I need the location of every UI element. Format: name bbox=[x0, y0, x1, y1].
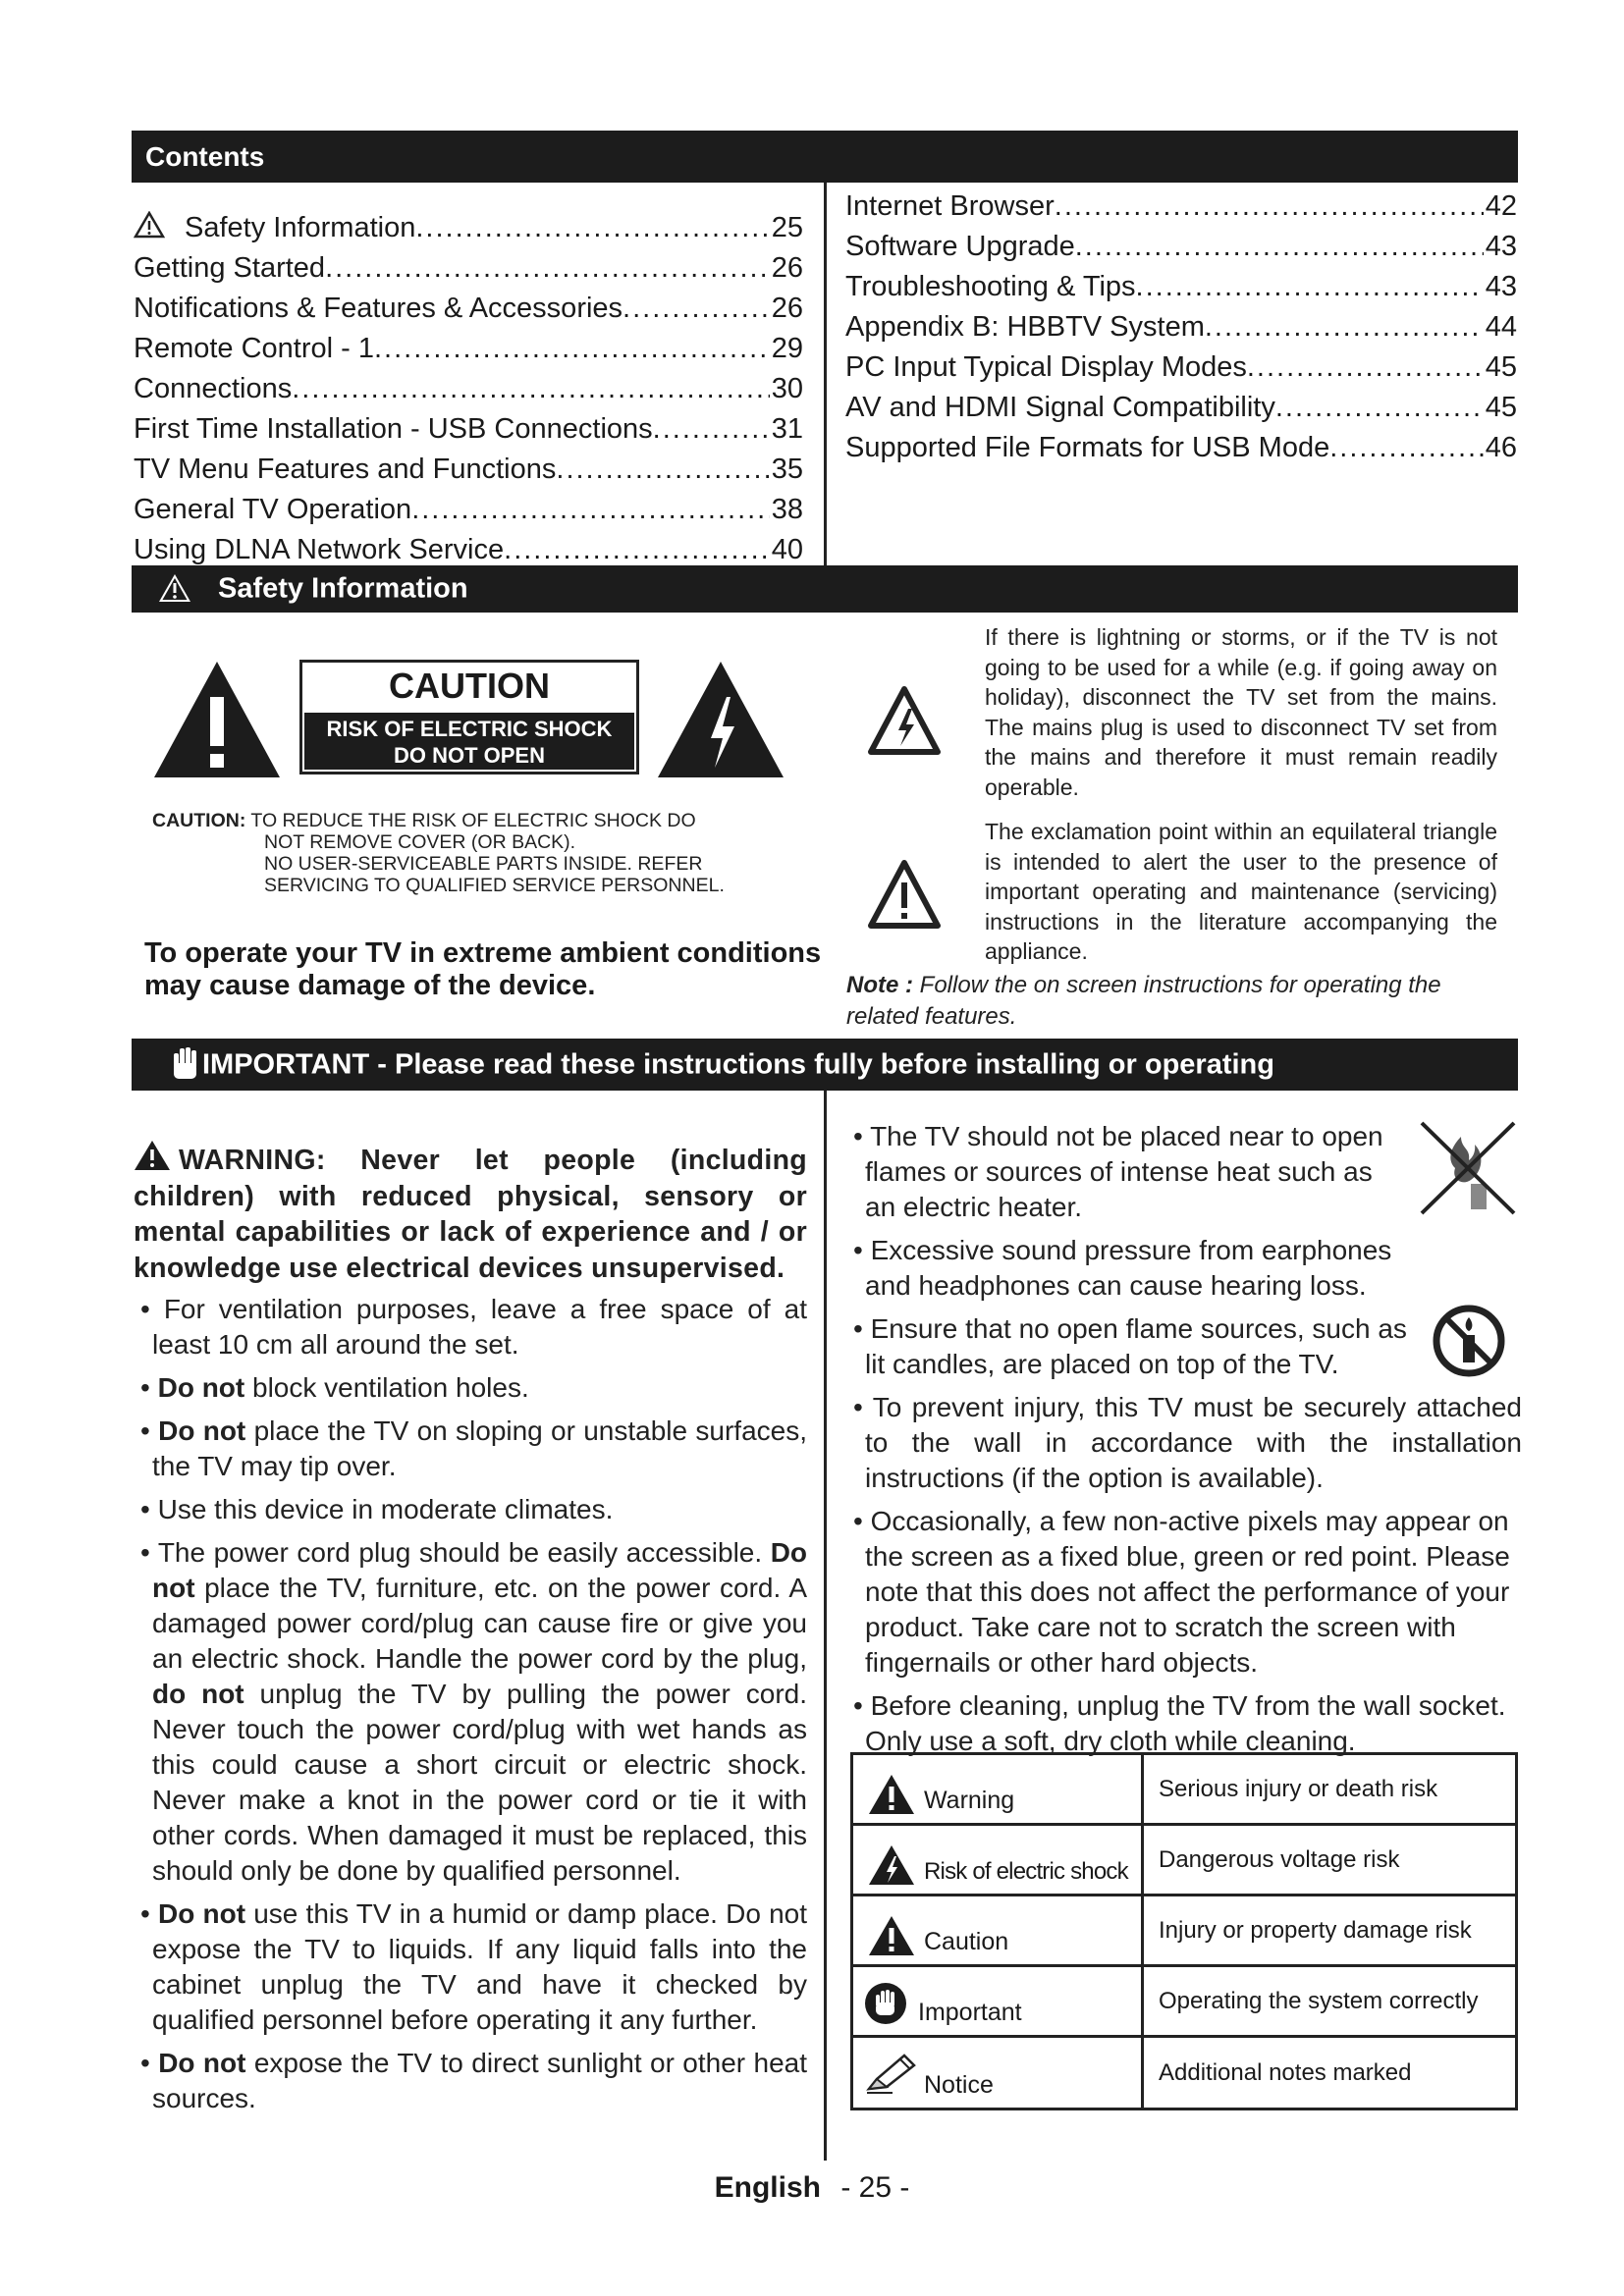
toc-entry[interactable] bbox=[845, 267, 1517, 307]
legend-row bbox=[853, 1967, 1515, 2038]
toc-label: Getting Started bbox=[134, 252, 326, 284]
list-item: • Before cleaning, unplug the TV from the wall socket. Only use a soft, dry cloth while cleaning. bbox=[853, 1690, 1506, 1756]
item-text: For ventilation purposes, leave a free space of at least 10 cm all around the set. bbox=[152, 1294, 807, 1360]
no-open-flame-icon bbox=[1416, 1119, 1518, 1217]
item-text: use this TV in a humid or damp place. Do not expose the TV to liquids. If any liquid falls into the cabinet unplug the TV and have it checked by qualified personnel before operating it any further. bbox=[152, 1898, 808, 2035]
caution-prefix: CAUTION: bbox=[152, 810, 246, 831]
toc-entry[interactable] bbox=[845, 187, 1517, 227]
item-text: block ventilation holes. bbox=[252, 1372, 529, 1403]
page-footer bbox=[0, 2171, 1624, 2205]
toc-entry[interactable] bbox=[845, 428, 1517, 468]
lightning-text: If there is lightning or storms, or if the TV is not going to be used for a while (e.g. if going away on holiday), disconnect the TV set from the mains. The mains plug is used to disconnect TV set from the mains and therefore it must remain readily operable. bbox=[985, 624, 1497, 800]
no-candle-icon bbox=[1432, 1304, 1506, 1378]
toc-label: Troubleshooting & Tips bbox=[845, 271, 1136, 302]
legend-row bbox=[853, 1826, 1515, 1896]
item-text: place the TV, furniture, etc. on the power cord. A damaged power cord/plug can cause fire or give you an electric shock. Handle the power cord by the plug, bbox=[152, 1573, 807, 1674]
toc-label: Remote Control - 1 bbox=[134, 333, 374, 364]
legend-meaning: Additional notes marked bbox=[1159, 2058, 1412, 2086]
toc-label: Supported File Formats for USB Mode bbox=[845, 432, 1330, 463]
toc-entry[interactable] bbox=[845, 227, 1517, 267]
item-bold: Do not bbox=[158, 1415, 246, 1446]
list-item: • Ensure that no open flame sources, such as lit candles, are placed on top of the TV. bbox=[853, 1313, 1407, 1379]
item-bold: Do not bbox=[152, 1537, 808, 1603]
caution-line: SERVICING TO QUALIFIED SERVICE PERSONNEL. bbox=[264, 875, 725, 896]
toc-entry[interactable] bbox=[134, 450, 803, 490]
legend-meaning: Serious injury or death risk bbox=[1159, 1775, 1438, 1802]
risk-of-shock-label bbox=[304, 713, 634, 770]
legend-meaning: Operating the system correctly bbox=[1159, 1987, 1479, 2014]
exclamation-warning-icon bbox=[867, 859, 942, 930]
hand-stop-icon bbox=[171, 1045, 200, 1081]
toc-entry[interactable] bbox=[134, 409, 803, 450]
item-text: Use this device in moderate climates. bbox=[157, 1494, 614, 1524]
lightning-warning-icon bbox=[867, 685, 942, 756]
toc-page: 40 bbox=[771, 534, 803, 565]
item-bold: do not bbox=[152, 1679, 244, 1709]
page-number: - 25 - bbox=[840, 2171, 910, 2204]
caution-title: CAUTION bbox=[389, 666, 550, 706]
legend-label: Warning bbox=[924, 1787, 1015, 1814]
toc-page: 26 bbox=[771, 293, 803, 324]
list-item: • Do not expose the TV to direct sunlight or other heat sources. bbox=[140, 2048, 807, 2113]
risk-line-1: RISK OF ELECTRIC SHOCK bbox=[326, 717, 613, 741]
warning-outline-icon bbox=[134, 211, 165, 239]
legend-symbol-cell bbox=[853, 1826, 1144, 1894]
caution-label-box bbox=[299, 660, 639, 774]
legend-label: Important bbox=[918, 1999, 1022, 2026]
item-text: Ensure that no open flame sources, such as lit candles, are placed on top of the TV. bbox=[865, 1313, 1407, 1379]
list-item: • Excessive sound pressure from earphones and headphones can cause hearing loss. bbox=[853, 1235, 1392, 1301]
legend-label: Caution bbox=[924, 1928, 1009, 1955]
warning-text: WARNING: Never let people (including children) with reduced physical, sensory or mental capabilities or lack of experience and / or knowledge use electrical devices unsupervised. bbox=[134, 1145, 807, 1284]
note-text: Follow the on screen instructions for operating the related features. bbox=[846, 972, 1441, 1030]
symbol-legend-table bbox=[850, 1752, 1518, 2110]
toc-page: 25 bbox=[771, 212, 803, 243]
toc-page: 30 bbox=[771, 373, 803, 404]
contents-header bbox=[132, 131, 1518, 183]
legend-row bbox=[853, 2038, 1515, 2108]
important-divider bbox=[824, 1091, 827, 2161]
caution-line: NOT REMOVE COVER (OR BACK). bbox=[264, 831, 576, 853]
toc-entry[interactable] bbox=[134, 248, 803, 289]
toc-page: 38 bbox=[771, 494, 803, 525]
legend-row bbox=[853, 1896, 1515, 1967]
caution-line: NO USER-SERVICEABLE PARTS INSIDE. REFER bbox=[264, 853, 703, 875]
extreme-line-2: may cause damage of the device. bbox=[144, 970, 596, 1001]
important-title: IMPORTANT - Please read these instructions fully before installing or operating bbox=[202, 1048, 1274, 1080]
toc-page: 29 bbox=[771, 333, 803, 364]
item-text: unplug the TV by pulling the power cord. Never touch the power cord/plug with wet hands as this could cause a short circuit or electric shock. Never make a knot in the power cord or tie it with other cords. When damaged it must be replaced, this should only be done by qualified personnel. bbox=[152, 1679, 807, 1886]
toc-page: 43 bbox=[1485, 271, 1517, 302]
extreme-line-1: To operate your TV in extreme ambient conditions bbox=[144, 937, 822, 969]
list-item: • Do not use this TV in a humid or damp place. Do not expose the TV to liquids. If any liquid falls into the cabinet unplug the TV and have it checked by qualified personnel before operating it any further. bbox=[140, 1898, 808, 2035]
toc-page: 43 bbox=[1485, 231, 1517, 262]
toc-page: 45 bbox=[1485, 392, 1517, 423]
toc-label: General TV Operation bbox=[134, 494, 412, 525]
toc-label: TV Menu Features and Functions bbox=[134, 454, 557, 485]
toc-label: Connections bbox=[134, 373, 293, 404]
toc-right bbox=[845, 187, 1517, 468]
list-item: • Occasionally, a few non-active pixels may appear on the screen as a fixed blue, green or red point. Please note that this does not affect the performance of your product. Take care not to scratch the screen with fingernails or other hard objects. bbox=[853, 1506, 1510, 1678]
legend-symbol-cell bbox=[853, 1896, 1144, 1964]
extreme-conditions-warning bbox=[144, 937, 822, 1002]
toc-page: 46 bbox=[1485, 432, 1517, 463]
legend-meaning: Injury or property damage risk bbox=[1159, 1916, 1472, 1944]
list-item: • The TV should not be placed near to open flames or sources of intense heat such as an electric heater. bbox=[853, 1121, 1383, 1222]
toc-entry[interactable] bbox=[845, 307, 1517, 347]
notice-pencil-icon bbox=[863, 2052, 918, 2095]
toc-entry[interactable] bbox=[134, 530, 803, 570]
toc-label: First Time Installation - USB Connections bbox=[134, 413, 653, 445]
toc-label: Appendix B: HBBTV System bbox=[845, 311, 1205, 343]
list-item: • Use this device in moderate climates. bbox=[140, 1494, 614, 1524]
list-item: • For ventilation purposes, leave a free space of at least 10 cm all around the set. bbox=[140, 1294, 807, 1360]
item-text: The TV should not be placed near to open flames or sources of intense heat such as an electric heater. bbox=[865, 1121, 1383, 1222]
legend-label: Risk of electric shock bbox=[924, 1858, 1128, 1885]
toc-entry[interactable] bbox=[134, 369, 803, 409]
toc-page: 26 bbox=[771, 252, 803, 284]
toc-entry[interactable] bbox=[845, 347, 1517, 388]
list-item: • Do not block ventilation holes. bbox=[140, 1372, 529, 1403]
toc-page: 35 bbox=[771, 454, 803, 485]
warning-triangle-icon bbox=[152, 660, 282, 779]
warning-paragraph bbox=[134, 1140, 807, 1286]
toc-page: 42 bbox=[1485, 190, 1517, 222]
toc-label: AV and HDMI Signal Compatibility bbox=[845, 392, 1275, 423]
toc-label: Notifications & Features & Accessories bbox=[134, 293, 623, 324]
safety-header bbox=[132, 565, 1518, 613]
item-text: expose the TV to direct sunlight or other heat sources. bbox=[152, 2048, 807, 2113]
caution-icon bbox=[867, 1914, 916, 1957]
toc-label: Safety Information bbox=[185, 212, 416, 243]
item-bold: Do not bbox=[158, 2048, 246, 2078]
important-header bbox=[132, 1039, 1518, 1091]
legend-meaning: Dangerous voltage risk bbox=[1159, 1845, 1400, 1873]
item-bold: Do not bbox=[157, 1372, 245, 1403]
toc-entry[interactable] bbox=[134, 289, 803, 329]
item-text: The power cord plug should be easily accessible. bbox=[157, 1537, 763, 1568]
toc-entry[interactable] bbox=[845, 388, 1517, 428]
item-text: Before cleaning, unplug the TV from the wall socket. Only use a soft, dry cloth while cleaning. bbox=[865, 1690, 1506, 1756]
exclamation-text: The exclamation point within an equilateral triangle is intended to alert the user to the presence of important operating and maintenance (servicing) instructions in the literature accompanying the appliance. bbox=[985, 819, 1497, 964]
note-label: Note : bbox=[846, 972, 913, 998]
toc-label: PC Input Typical Display Modes bbox=[845, 351, 1247, 383]
toc-entry[interactable] bbox=[134, 329, 803, 369]
toc-label: Using DLNA Network Service bbox=[134, 534, 505, 565]
electric-shock-triangle-icon bbox=[656, 660, 785, 779]
toc-label: Internet Browser bbox=[845, 190, 1055, 222]
toc-entry[interactable] bbox=[134, 490, 803, 530]
warning-icon bbox=[157, 572, 192, 604]
toc-divider bbox=[824, 183, 827, 565]
contents-title: Contents bbox=[145, 140, 265, 172]
footer-language: English bbox=[714, 2171, 821, 2204]
item-bold: Do not bbox=[157, 1898, 246, 1929]
legend-row bbox=[853, 1755, 1515, 1826]
electric-shock-icon bbox=[867, 1843, 916, 1887]
important-hand-icon bbox=[863, 1981, 908, 2026]
legend-symbol-cell bbox=[853, 2038, 1144, 2108]
warning-icon bbox=[134, 1140, 171, 1171]
note bbox=[846, 970, 1518, 1033]
item-text: To prevent injury, this TV must be securely attached to the wall in accordance with the installation instructions (if the option is available). bbox=[865, 1392, 1522, 1493]
list-item: • The power cord plug should be easily accessible. Do not place the TV, furniture, etc. on the power cord. A damaged power cord/plug can cause fire or give you an electric shock. Handle the power cord by the plug, do not unplug the TV by pulling the power cord. Never touch the power cord/plug with wet hands as this could cause a short circuit or electric shock. Never make a knot in the power cord or tie it with other cords. When damaged it must be replaced, this should only be done by qualified personnel. bbox=[140, 1537, 808, 1886]
legend-label: Notice bbox=[924, 2071, 994, 2099]
list-item: • To prevent injury, this TV must be securely attached to the wall in accordance with the installation instructions (if the option is available). bbox=[853, 1392, 1522, 1493]
toc-page: 45 bbox=[1485, 351, 1517, 383]
caution-line: TO REDUCE THE RISK OF ELECTRIC SHOCK DO bbox=[250, 810, 696, 831]
toc-page: 44 bbox=[1485, 311, 1517, 343]
item-text: Occasionally, a few non-active pixels may appear on the screen as a fixed blue, green or red point. Please note that this does not affect the performance of your product. Take care not to scratch the screen with fingernails or other hard objects. bbox=[865, 1506, 1510, 1678]
toc-left bbox=[134, 208, 803, 570]
toc-entry[interactable] bbox=[134, 208, 803, 248]
toc-page: 31 bbox=[771, 413, 803, 445]
legend-symbol-cell bbox=[853, 1967, 1144, 2035]
item-text: place the TV on sloping or unstable surfaces, the TV may tip over. bbox=[152, 1415, 807, 1481]
safety-title: Safety Information bbox=[218, 572, 468, 605]
item-text: Excessive sound pressure from earphones and headphones can cause hearing loss. bbox=[865, 1235, 1392, 1301]
list-item: • Do not place the TV on sloping or unstable surfaces, the TV may tip over. bbox=[140, 1415, 807, 1481]
important-left-column bbox=[134, 1140, 807, 2124]
caution-text bbox=[152, 810, 790, 896]
warning-icon bbox=[867, 1773, 916, 1816]
legend-symbol-cell bbox=[853, 1755, 1144, 1823]
toc-label: Software Upgrade bbox=[845, 231, 1075, 262]
risk-line-2: DO NOT OPEN bbox=[393, 743, 545, 768]
